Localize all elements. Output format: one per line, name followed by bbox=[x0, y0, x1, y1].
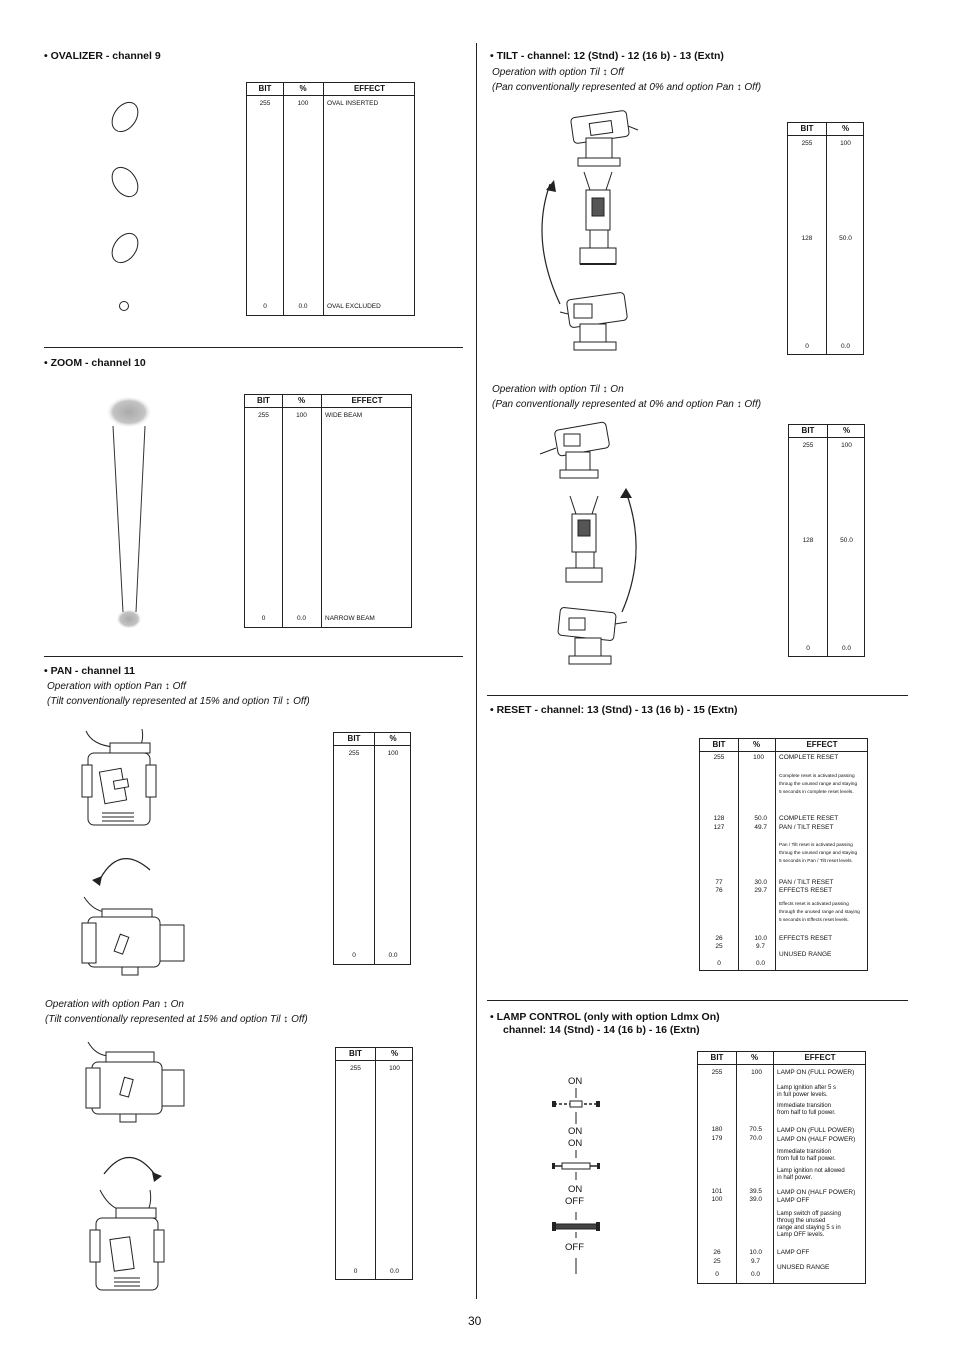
cell-bit: 0 bbox=[806, 645, 810, 652]
tilt-off-caption: Operation with option Til ↕ Off bbox=[492, 67, 624, 78]
moving-head-illustration bbox=[568, 108, 638, 170]
section-divider bbox=[487, 695, 908, 696]
cell-pct: 100 bbox=[753, 754, 764, 761]
switch-label-on: ON bbox=[568, 1076, 583, 1087]
cell-bit: 101 bbox=[711, 1188, 723, 1195]
cell-pct: 50.0 bbox=[840, 537, 853, 544]
cell-pct: 29.7 bbox=[754, 887, 767, 894]
reset-title: • RESET - channel: 13 (Stnd) - 13 (16 b) - 15 (Extn) bbox=[490, 704, 738, 716]
rotation-arrow-icon bbox=[610, 488, 650, 616]
moving-head-illustration bbox=[562, 496, 612, 586]
note-line: in full power levels. bbox=[777, 1092, 828, 1098]
tilt-off-subcaption: (Pan conventionally represented at 0% and option Pan ↕ Off) bbox=[492, 82, 762, 93]
cell-bit: 127 bbox=[713, 824, 725, 831]
note-line: Immediate transition bbox=[777, 1149, 832, 1155]
header-pct: % bbox=[297, 396, 306, 405]
switch-label-off: OFF bbox=[565, 1242, 584, 1253]
cell-bit: 77 bbox=[715, 879, 723, 886]
header-pct: % bbox=[752, 740, 761, 749]
note-line: throug the unused range and staying bbox=[779, 851, 858, 856]
cell-bit: 26 bbox=[715, 935, 723, 942]
cell-bit: 0 bbox=[805, 343, 809, 350]
note-line: Lamp OFF levels. bbox=[777, 1232, 825, 1238]
pan-on-subcaption: (Tilt conventionally represented at 15% and option Til ↕ Off) bbox=[45, 1014, 308, 1025]
cell-effect: NARROW BEAM bbox=[325, 615, 375, 622]
cell-effect: EFFECTS RESET bbox=[779, 887, 833, 894]
cell-pct: 0.0 bbox=[755, 960, 765, 967]
page-number: 30 bbox=[468, 1314, 482, 1328]
cell-bit: 128 bbox=[802, 537, 814, 544]
cell-bit: 0 bbox=[263, 303, 267, 310]
cell-bit: 0 bbox=[353, 1268, 358, 1275]
cell-effect: OVAL INSERTED bbox=[327, 100, 379, 107]
cell-pct: 10.0 bbox=[749, 1249, 762, 1256]
cell-effect: COMPLETE RESET bbox=[779, 815, 839, 822]
cell-pct: 100 bbox=[751, 1069, 762, 1076]
switch-label-on: ON bbox=[568, 1126, 583, 1137]
cell-effect: LAMP ON (HALF POWER) bbox=[777, 1136, 856, 1143]
pan-off-table bbox=[333, 732, 411, 965]
cell-pct: 100 bbox=[387, 750, 399, 757]
cell-pct: 9.7 bbox=[750, 1258, 760, 1265]
ovalizer-table bbox=[246, 82, 415, 316]
note-line: 5 seconds in Effects reset levels. bbox=[779, 918, 849, 923]
cell-pct: 0.0 bbox=[840, 343, 851, 350]
moving-head-illustration bbox=[540, 420, 615, 482]
moving-head-illustration bbox=[555, 606, 630, 670]
header-bit: BIT bbox=[800, 124, 814, 133]
switch-label-off: OFF bbox=[565, 1196, 584, 1207]
cell-effect: UNUSED RANGE bbox=[779, 951, 832, 958]
cell-pct: 9.7 bbox=[755, 943, 765, 950]
note-line: Complete reset is activated passing bbox=[779, 774, 855, 779]
rotation-arrow-icon bbox=[532, 180, 572, 310]
tilt-on-caption: Operation with option Til ↕ On bbox=[492, 384, 624, 395]
tilt-on-subcaption: (Pan conventionally represented at 0% and option Pan ↕ Off) bbox=[492, 399, 762, 410]
cell-pct: 10.0 bbox=[754, 935, 767, 942]
header-bit: BIT bbox=[347, 734, 361, 743]
pan-off-caption: Operation with option Pan ↕ Off bbox=[47, 681, 186, 692]
cell-bit: 0 bbox=[352, 952, 356, 959]
note-line: Pan / Tilt reset is activated passing bbox=[779, 843, 853, 848]
note-line: throug the unused range and staying bbox=[779, 782, 858, 787]
cell-bit: 128 bbox=[713, 815, 725, 822]
cell-effect: LAMP OFF bbox=[777, 1197, 810, 1204]
cell-pct: 100 bbox=[297, 100, 309, 107]
cell-pct: 70.5 bbox=[749, 1126, 762, 1133]
section-divider bbox=[487, 1000, 908, 1001]
header-bit: BIT bbox=[712, 740, 726, 749]
cell-bit: 255 bbox=[713, 754, 725, 761]
cell-effect: LAMP ON (FULL POWER) bbox=[777, 1069, 855, 1076]
cell-effect: LAMP OFF bbox=[777, 1249, 810, 1256]
note-line: range and staying 5 s in bbox=[777, 1225, 841, 1231]
cell-pct: 0.0 bbox=[296, 615, 307, 622]
cell-effect: LAMP ON (FULL POWER) bbox=[777, 1127, 855, 1134]
cell-bit: 255 bbox=[711, 1069, 723, 1076]
cell-bit: 255 bbox=[802, 442, 814, 449]
cell-effect: EFFECTS RESET bbox=[779, 935, 833, 942]
moving-head-illustration bbox=[576, 172, 626, 272]
moving-head-illustration bbox=[82, 1040, 192, 1125]
header-effect: EFFECT bbox=[351, 396, 383, 405]
header-pct: % bbox=[841, 124, 850, 133]
cell-bit: 179 bbox=[711, 1135, 723, 1142]
cell-bit: 180 bbox=[711, 1126, 723, 1133]
cell-pct: 0.0 bbox=[298, 303, 308, 310]
ovalizer-title: • OVALIZER - channel 9 bbox=[44, 50, 161, 62]
note-line: through the unused range and staying bbox=[779, 910, 860, 915]
cell-pct: 100 bbox=[296, 412, 307, 419]
header-pct: % bbox=[389, 734, 397, 743]
note-line: in half power. bbox=[777, 1175, 813, 1181]
cell-bit: 255 bbox=[801, 140, 813, 147]
switch-label-on: ON bbox=[568, 1184, 583, 1195]
rotation-arrow-icon bbox=[100, 1146, 170, 1186]
cell-bit: 100 bbox=[711, 1196, 723, 1203]
note-line: 5 seconds in complete reset levels. bbox=[779, 790, 854, 795]
note-line: throug the unused bbox=[777, 1218, 826, 1224]
cell-pct: 70.0 bbox=[749, 1135, 762, 1142]
note-line: Effects reset is activated passing bbox=[779, 902, 849, 907]
note-line: Immediate transition bbox=[777, 1103, 832, 1109]
zoom-table bbox=[244, 394, 412, 628]
header-pct: % bbox=[390, 1049, 399, 1058]
cell-pct: 50.0 bbox=[754, 815, 767, 822]
cell-pct: 30.0 bbox=[754, 879, 767, 886]
cell-pct: 0.0 bbox=[389, 1268, 400, 1275]
header-bit: BIT bbox=[349, 1049, 362, 1058]
cell-pct: 100 bbox=[389, 1065, 400, 1072]
cell-bit: 0 bbox=[717, 960, 721, 967]
header-effect: EFFECT bbox=[806, 740, 838, 749]
cell-bit: 255 bbox=[258, 412, 269, 419]
cell-bit: 0 bbox=[261, 615, 266, 622]
moving-head-illustration bbox=[82, 895, 192, 980]
pan-title: • PAN - channel 11 bbox=[44, 665, 136, 677]
cell-pct: 49.7 bbox=[754, 824, 767, 831]
header-pct: % bbox=[299, 84, 307, 93]
header-bit: BIT bbox=[710, 1053, 724, 1062]
cell-effect: PAN / TILT RESET bbox=[779, 824, 834, 831]
lamp-title: • LAMP CONTROL (only with option Ldmx On) bbox=[490, 1011, 720, 1023]
moving-head-illustration bbox=[90, 1190, 190, 1300]
lamp-table bbox=[697, 1051, 866, 1284]
pan-on-table bbox=[335, 1047, 413, 1280]
note-line: from half to full power. bbox=[777, 1110, 836, 1116]
header-pct: % bbox=[842, 426, 851, 435]
cell-bit: 255 bbox=[259, 100, 271, 107]
zoom-beam-illustration bbox=[100, 390, 170, 635]
cell-pct: 100 bbox=[840, 140, 851, 147]
tilt-on-table bbox=[788, 424, 865, 657]
rotation-arrow-icon bbox=[88, 848, 158, 888]
switch-label-on: ON bbox=[568, 1138, 583, 1149]
cell-effect: PAN / TILT RESET bbox=[779, 879, 834, 886]
cell-bit: 25 bbox=[715, 943, 723, 950]
cell-bit: 76 bbox=[715, 887, 723, 894]
pan-on-caption: Operation with option Pan ↕ On bbox=[45, 999, 184, 1010]
cell-pct: 39.0 bbox=[749, 1196, 762, 1203]
header-pct: % bbox=[750, 1053, 759, 1062]
section-divider bbox=[44, 656, 463, 657]
cell-pct: 0.0 bbox=[388, 952, 398, 959]
cell-effect: UNUSED RANGE bbox=[777, 1264, 830, 1271]
cell-effect: COMPLETE RESET bbox=[779, 754, 839, 761]
cell-bit: 26 bbox=[713, 1249, 721, 1256]
header-bit: BIT bbox=[801, 426, 815, 435]
lamp-subtitle: channel: 14 (Stnd) - 14 (16 b) - 16 (Extn) bbox=[503, 1024, 700, 1036]
cell-pct: 50.0 bbox=[839, 235, 852, 242]
reset-table bbox=[699, 738, 868, 971]
header-bit: BIT bbox=[257, 396, 270, 405]
oval-beam-illustration bbox=[100, 95, 160, 315]
moving-head-illustration bbox=[560, 292, 635, 357]
cell-effect: LAMP ON (HALF POWER) bbox=[777, 1189, 856, 1196]
column-divider bbox=[476, 43, 477, 1299]
lamp-switch-diagram bbox=[552, 1088, 602, 1283]
header-effect: EFFECT bbox=[804, 1053, 836, 1062]
cell-effect: WIDE BEAM bbox=[325, 412, 363, 419]
header-effect: EFFECT bbox=[353, 84, 386, 93]
header-bit: BIT bbox=[258, 84, 272, 93]
cell-pct: 39.5 bbox=[749, 1188, 762, 1195]
note-line: from full to half power. bbox=[777, 1156, 836, 1162]
cell-bit: 128 bbox=[801, 235, 813, 242]
cell-pct: 0.0 bbox=[841, 645, 852, 652]
note-line: 5 seconds in Pan / Tilt reset levels. bbox=[779, 859, 853, 864]
cell-pct: 0.0 bbox=[750, 1271, 760, 1278]
cell-bit: 255 bbox=[348, 750, 360, 757]
cell-bit: 255 bbox=[350, 1065, 361, 1072]
note-line: Lamp ignition not allowed bbox=[777, 1168, 845, 1174]
pan-off-subcaption: (Tilt conventionally represented at 15% and option Til ↕ Off) bbox=[47, 696, 310, 707]
moving-head-illustration bbox=[82, 725, 182, 835]
zoom-title: • ZOOM - channel 10 bbox=[44, 357, 146, 369]
note-line: Lamp ignition after 5 s bbox=[777, 1085, 837, 1091]
tilt-off-table bbox=[787, 122, 864, 355]
cell-bit: 25 bbox=[713, 1258, 721, 1265]
cell-effect: OVAL EXCLUDED bbox=[327, 303, 381, 310]
cell-pct: 100 bbox=[841, 442, 852, 449]
tilt-title: • TILT - channel: 12 (Stnd) - 12 (16 b) - 13 (Extn) bbox=[490, 50, 724, 62]
section-divider bbox=[44, 347, 463, 348]
cell-bit: 0 bbox=[715, 1271, 719, 1278]
note-line: Lamp switch off passing bbox=[777, 1211, 841, 1217]
